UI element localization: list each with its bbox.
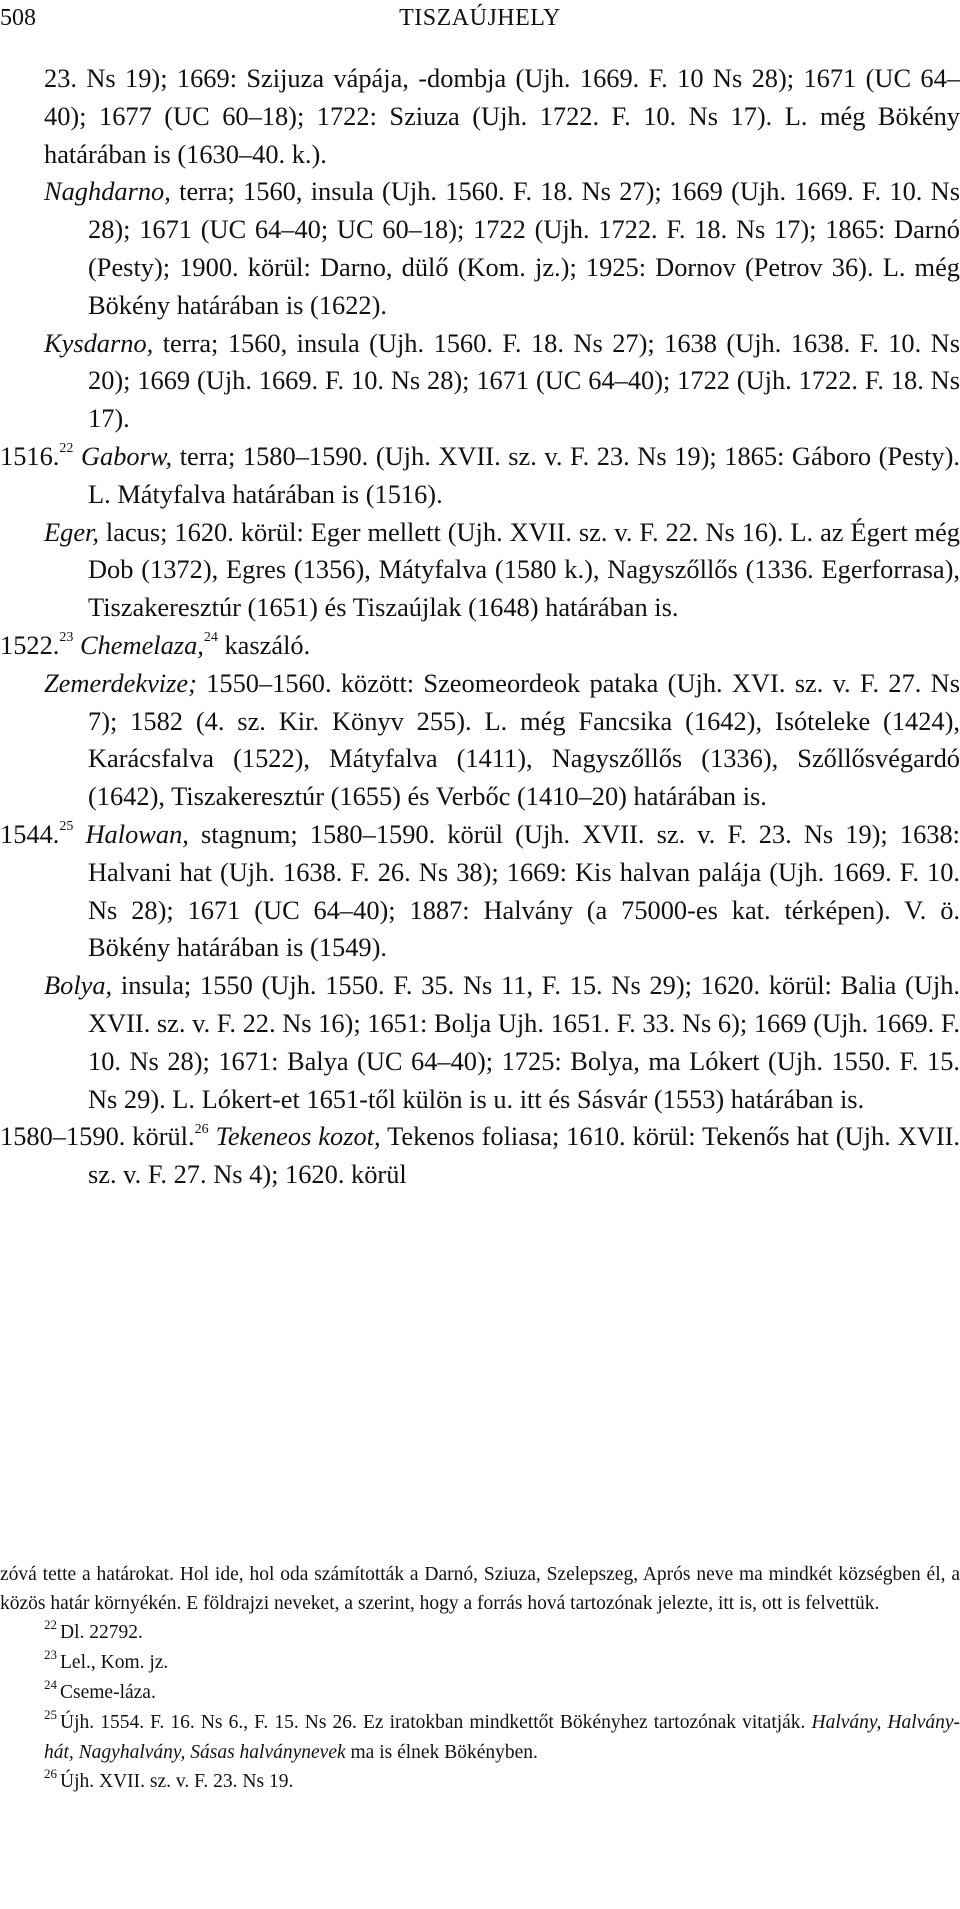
entry-zemerdekvize: Zemerdekvize; 1550–1560. között: Szeomeordeok pataka (Ujh. XVI. sz. v. F. 27. Ns 7); 1582 (4. sz. Kir. Könyv 255). L. még Fancsika (1642), Isóteleke (1424), Karácsfalva (1522), Mátyfalva (1411), Nagyszőllős (1336), Szőllősvégardó (1642), Tiszakeresztúr (1655) és Verbőc (1410–20) határában is. <box>44 667 960 812</box>
page-number: 508 <box>0 5 36 31</box>
footnote-25: $^{25}$ Újh. 1554. F. 16. Ns 6., F. 15. Ns 26. Ez iratokban mindkettőt Bökényhez tartozónak vitatják. Halvány, Halvány-hát, Nagyhalvány, Sásas halványnevek ma is élnek Bökényben. <box>44 1707 960 1763</box>
page-header <box>0 0 960 40</box>
entry-halowan: 1544.25 Halowan, stagnum; 1580–1590. körül (Ujh. XVII. sz. v. F. 23. Ns 19); 1638: Halvani hat (Ujh. 1638. F. 26. Ns 38); 1669: Kis halvan palája (Ujh. 1669. F. 10. Ns 28); 1671 (UC 64–40); 1887: Halvány (a 75000-es kat. térképen). V. ö. Bökény határában is (1549). <box>0 818 960 963</box>
place-name: Zemerdekvize; <box>44 667 197 698</box>
footnote-ref: 23 <box>59 630 74 646</box>
footnote-24: $^{24}$ Cseme-láza. <box>44 1677 156 1703</box>
footnote-ref: 26 <box>194 1121 209 1137</box>
entry-naghdarno: Naghdarno, terra; 1560, insula (Ujh. 1560. F. 18. Ns 27); 1669 (Ujh. 1669. F. 10. Ns 28); 1671 (UC 64–40; UC 60–18); 1722 (Ujh. 1722. F. 18. Ns 17); 1865: Darnó (Pesty); 1900. körül: Darno, dülő (Kom. jz.); 1925: Dornov (Petrov 36). L. még Bökény határában is (1622). <box>44 176 960 320</box>
footnote-ref: 25 <box>59 819 74 835</box>
place-name: Naghdarno, <box>44 176 171 207</box>
entry-continuation: 23. Ns 19); 1669: Szijuza vápája, -dombja (Ujh. 1669. F. 10 Ns 28); 1671 (UC 64–40); 1677 (UC 60–18); 1722: Sziuza (Ujh. 1722. F. 10. Ns 17). L. még Bökény határában is (1630–40. k.). <box>44 63 960 169</box>
place-name: Chemelaza, <box>80 629 204 660</box>
footnote-26: $^{26}$ Újh. XVII. sz. v. F. 23. Ns 19. <box>44 1766 294 1792</box>
running-head: TISZAÚJHELY <box>399 5 561 31</box>
place-name: Gaborw, <box>80 440 173 471</box>
place-name: Tekeneos kozot, <box>215 1121 381 1152</box>
footnote-ref: 22 <box>59 441 74 457</box>
entry-chemelaza: 1522.23 Chemelaza,$^{24}$ kaszáló. <box>0 629 311 660</box>
entry-tekeneos: 1580–1590. körül.$^{26}$ Tekeneos kozot, Tekenos foliasa; 1610. körül: Tekenős hat (Ujh. XVII. sz. v. F. 27. Ns 4); 1620. körül <box>0 1121 960 1190</box>
main-text <box>0 60 960 1194</box>
place-name: Kysdarno, <box>44 327 154 358</box>
entry-eger: Eger, lacus; 1620. körül: Eger mellett (Ujh. XVII. sz. v. F. 22. Ns 16). L. az Égert még Dob (1372), Egres (1356), Mátyfalva (1580 k.), Nagyszőllős (1336. Egerforrasa), Tiszakeresztúr (1651) és Tiszaújlak (1648) határában is. <box>44 516 960 623</box>
place-name: Bolya, <box>44 970 113 1001</box>
entry-bolya: Bolya, insula; 1550 (Ujh. 1550. F. 35. Ns 11, F. 15. Ns 29); 1620. körül: Balia (Ujh. XVII. sz. v. F. 22. Ns 16); 1651: Bolja Ujh. 1651. F. 33. Ns 6); 1669 (Ujh. 1669. F. 10. Ns 28); 1671: Balya (UC 64–40); 1725: Bolya, ma Lókert (Ujh. 1550. F. 15. Ns 29). L. Lókert-et 1651-től külön is u. itt és Sásvár (1553) határában is. <box>44 970 960 1114</box>
footnote-23: $^{23}$ Lel., Kom. jz. <box>44 1647 169 1673</box>
entry-kysdarno: Kysdarno, terra; 1560, insula (Ujh. 1560. F. 18. Ns 27); 1638 (Ujh. 1638. F. 10. Ns 20); 1669 (Ujh. 1669. F. 10. Ns 28); 1671 (UC 64–40); 1722 (Ujh. 1722. F. 18. Ns 17). <box>44 327 960 434</box>
place-name: Halowan, <box>85 818 189 849</box>
footnote-ref: 24 <box>203 630 218 646</box>
entry-gaborw: 1516.22 Gaborw, terra; 1580–1590. (Ujh. XVII. sz. v. F. 23. Ns 19); 1865: Gáboro (Pesty). L. Mátyfalva határában is (1516). <box>0 440 960 509</box>
footnotes <box>0 1560 960 1797</box>
place-name: Eger, <box>44 516 99 547</box>
footnote-22: $^{22}$ Dl. 22792. <box>44 1617 143 1643</box>
footnote-continuation: zóvá tette a határokat. Hol ide, hol oda számították a Darnó, Sziuza, Szelepszeg, Aprós neve ma mindkét községben él, a közös határ környékén. E földrajzi neveket, a szerint, hogy a forrás hová tartozónak jelezte, itt is, ott is felvettük. <box>0 1564 960 1614</box>
